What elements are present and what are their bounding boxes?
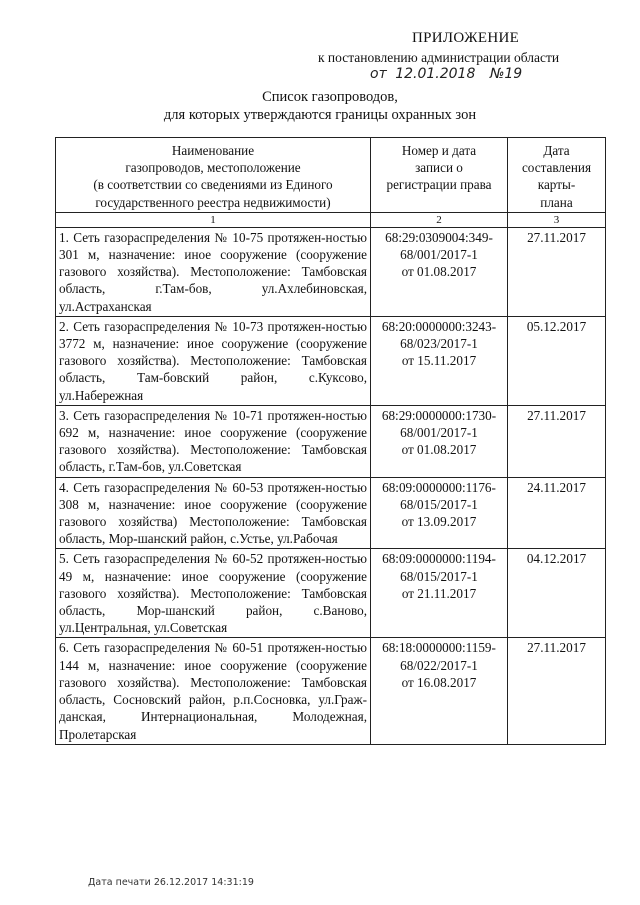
column-number-row xyxy=(56,212,606,227)
sign-number: №19 xyxy=(489,66,523,82)
header-text: плана xyxy=(540,194,573,210)
handwritten-date-number xyxy=(370,66,522,82)
map-date: 27.11.2017 xyxy=(508,638,606,744)
table-header-row xyxy=(56,138,606,213)
header-text: карты- xyxy=(537,177,576,193)
table-row xyxy=(56,316,606,405)
registration-code: 68/001/2017-1 xyxy=(400,425,478,441)
registration-record xyxy=(371,477,508,549)
registration-date: от 15.11.2017 xyxy=(401,353,477,369)
pipeline-description: 4. Сеть газораспределения № 60-53 протяжен-ностью 308 м, назначение: иное сооружение (сооружение газового хозяйства) Местоположение: Тамбовская область, Мор-шанский район, с.Устье, ул.Рабочая xyxy=(56,477,371,549)
header-text: Номер и дата xyxy=(401,143,477,158)
map-date: 27.11.2017 xyxy=(508,405,606,477)
appendix-subtitle: к постановлению администрации области xyxy=(318,50,560,65)
registration-record xyxy=(371,316,508,405)
header-text: Наименование xyxy=(171,143,255,158)
pipeline-description: 5. Сеть газораспределения № 60-52 протяжен-ностью 49 м, назначение: иное сооружение (сооружение газового хозяйства). Местоположение: Тамбовская область, Мор-шанский район, с.Ваново, ул.Центральная, ул.Советская xyxy=(56,549,371,638)
registration-number: 68:29:0309004:349- xyxy=(385,229,493,245)
registration-number: 68:09:0000000:1176- xyxy=(382,479,496,495)
list-title-line2: для которых утверждаются границы охранных зон xyxy=(163,107,477,123)
table-row xyxy=(56,549,606,638)
header-text: Дата xyxy=(543,143,570,158)
header-text: записи о xyxy=(415,160,463,176)
sign-from: от xyxy=(370,66,387,82)
pipeline-description: 2. Сеть газораспределения № 10-73 протяжен-ностью 3772 м, назначение: иное сооружение (сооружение газового хозяйства). Местоположение: Тамбовская область, Там-бовский район, с.Куксово, ул.Набережная xyxy=(56,316,371,405)
map-date: 27.11.2017 xyxy=(508,227,606,316)
header-text: государственного реестра недвижимости) xyxy=(95,194,331,210)
appendix-title: ПРИЛОЖЕНИЕ xyxy=(412,30,520,46)
header-text: составления xyxy=(521,160,592,176)
registration-date: от 16.08.2017 xyxy=(401,674,477,690)
registration-code: 68/023/2017-1 xyxy=(400,336,478,352)
column-number: 1 xyxy=(56,212,371,227)
list-title xyxy=(0,88,640,124)
header-name-location xyxy=(56,138,371,213)
map-date: 24.11.2017 xyxy=(508,477,606,549)
table-row xyxy=(56,477,606,549)
table-row xyxy=(56,227,606,316)
header-text: (в соответствии со сведениями из Единого xyxy=(93,177,333,193)
registration-date: от 21.11.2017 xyxy=(401,585,477,601)
header-map-date xyxy=(508,138,606,213)
registration-code: 68/015/2017-1 xyxy=(400,568,478,584)
map-date: 04.12.2017 xyxy=(508,549,606,638)
list-title-line1: Список газопроводов, xyxy=(262,89,398,105)
registration-code: 68/015/2017-1 xyxy=(400,496,478,512)
registration-number: 68:20:0000000:3243- xyxy=(381,318,497,334)
table-row xyxy=(56,405,606,477)
pipelines-table xyxy=(55,137,606,745)
registration-code: 68/001/2017-1 xyxy=(400,247,478,263)
registration-record xyxy=(371,549,508,638)
header-registration xyxy=(371,138,508,213)
column-number: 2 xyxy=(371,212,508,227)
table-row xyxy=(56,638,606,744)
header-text: регистрации права xyxy=(386,177,492,193)
registration-date: от 01.08.2017 xyxy=(401,442,477,458)
registration-number: 68:18:0000000:1159- xyxy=(382,640,496,656)
sign-date: 12.01.2018 xyxy=(395,66,476,82)
column-number: 3 xyxy=(508,212,606,227)
registration-date: от 01.08.2017 xyxy=(401,264,477,280)
header-text: газопроводов, местоположение xyxy=(125,160,301,176)
registration-record xyxy=(371,227,508,316)
pipeline-description: 3. Сеть газораспределения № 10-71 протяжен-ностью 692 м, назначение: иное сооружение (сооружение газового хозяйства). Местоположение: Тамбовская область, г.Там-бов, ул.Советская xyxy=(56,405,371,477)
registration-number: 68:09:0000000:1194- xyxy=(382,551,496,567)
registration-number: 68:29:0000000:1730- xyxy=(381,407,497,423)
print-date: Дата печати 26.12.2017 14:31:19 xyxy=(88,877,254,888)
pipeline-description: 6. Сеть газораспределения № 60-51 протяжен-ностью 144 м, назначение: иное сооружение (сооружение газового хозяйства). Местоположение: Тамбовская область, Сосновский район, р.п.Сосновка, ул.Граж-данская, Интернациональная, Молодежная, Пролетарская xyxy=(56,638,371,744)
registration-code: 68/022/2017-1 xyxy=(400,657,478,673)
registration-record xyxy=(371,405,508,477)
map-date: 05.12.2017 xyxy=(508,316,606,405)
registration-record xyxy=(371,638,508,744)
registration-date: от 13.09.2017 xyxy=(401,514,477,530)
pipeline-description: 1. Сеть газораспределения № 10-75 протяжен-ностью 301 м, назначение: иное сооружение (сооружение газового хозяйства). Местоположение: Тамбовская область, г.Там-бов, ул.Ахлебиновская, ул.Астраханская xyxy=(56,227,371,316)
